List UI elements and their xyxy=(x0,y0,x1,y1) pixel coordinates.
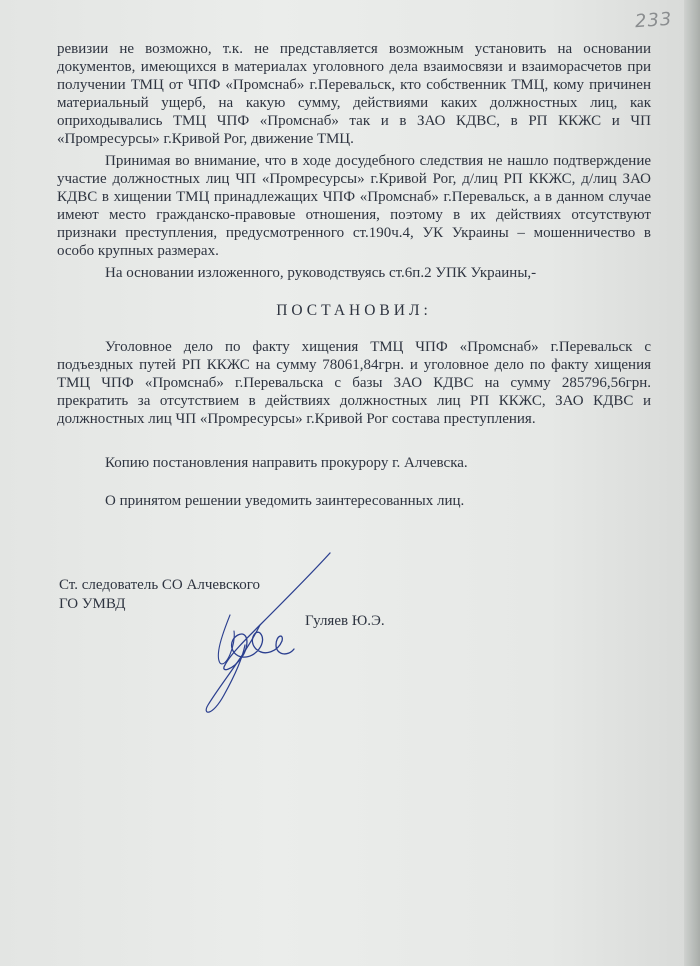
page-number-stamp: 233 xyxy=(634,8,674,33)
document-body xyxy=(57,40,651,510)
signature-title-line2: ГО УМВД xyxy=(59,596,126,612)
paragraph-copy: Копию постановления направить прокурору г. Алчевска. xyxy=(105,455,468,471)
paragraph-1: ревизии не возможно, т.к. не представляется возможным установить на основании документов, имеющихся в материалах уголовного дела взаимосвязи и взаиморасчетов при получении ТМЦ от ЧПФ «Промснаб» г.Перевальск, кто собственник ТМЦ, кому причинен материальный ущерб, на какую сумму, действиями каких должностных лиц, как оприходывались ТМЦ ЧПФ «Промснаб» так и в ЗАО КДВС, в РП ККЖС и ЧП «Промресурсы» г.Кривой Рог, движение ТМЦ. xyxy=(57,41,651,147)
paragraph-notify: О принятом решении уведомить заинтересованных лиц. xyxy=(105,493,465,509)
paragraph-3: На основании изложенного, руководствуясь ст.6п.2 УПК Украины,- xyxy=(105,265,537,281)
resolution-heading: ПОСТАНОВИЛ: xyxy=(276,302,432,319)
paragraph-2: Принимая во внимание, что в ходе досудебного следствия не нашло подтверждение участие должностных лиц ЧП «Промресурсы» г.Кривой Рог, д/лиц РП ККЖС, д/лиц ЗАО КДВС в хищении ТМЦ принадлежащих ЧПФ «Промснаб» г.Перевальск, а в данном случае имеют место гражданско-правовые отношения, поэтому в их действиях отсутствуют признаки преступления, предусмотренного ст.190ч.4, УК Украины – мошенничество в особо крупных размерах. xyxy=(57,153,651,259)
page-edge xyxy=(684,0,700,966)
signature-title-line1: Ст. следователь СО Алчевского xyxy=(59,577,260,593)
handwritten-signature xyxy=(190,545,370,725)
signature-name: Гуляев Ю.Э. xyxy=(305,613,385,629)
paragraph-resolution: Уголовное дело по факту хищения ТМЦ ЧПФ «Промснаб» г.Перевальск с подъездных путей РП ККЖС на сумму 78061,84грн. и уголовное дело по факту хищения ТМЦ ЧПФ «Промснаб» г.Перевальска с базы ЗАО КДВС на сумму 285796,56грн. прекратить за отсутствием в действиях должностных лиц РП ККЖС, ЗАО КДВС и должностных лиц ЧП «Промресурсы» г.Кривой Рог состава преступления. xyxy=(57,339,651,427)
